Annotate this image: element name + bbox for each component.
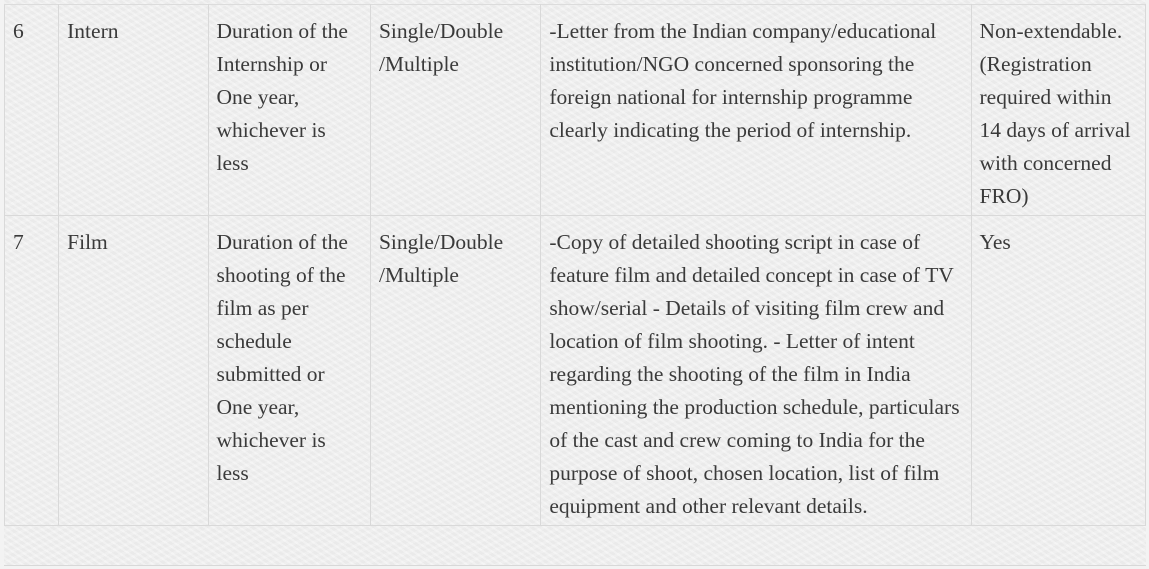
row-number-cell: 7: [5, 216, 59, 526]
duration-cell: Duration of the Internship or One year, whichever is less: [208, 5, 370, 216]
entries-cell: Single/Double /Multiple: [370, 216, 540, 526]
duration-cell: Duration of the shooting of the film as per schedule submitted or One year, whichever is less: [208, 216, 370, 526]
extendable-cell: Yes: [971, 216, 1145, 526]
table-row: [5, 5, 1146, 216]
visa-category-cell: Film: [59, 216, 208, 526]
extendable-cell: Non-extendable. (Registration required within 14 days of arrival with concerned FRO): [971, 5, 1145, 216]
visa-category-table: [4, 4, 1146, 526]
documents-cell: -Copy of detailed shooting script in case of feature film and detailed concept in case of TV show/serial - Details of visiting film crew and location of film shooting. - Letter of intent regarding the shooting of the film in India mentioning the production schedule, particulars of the cast and crew coming to India for the purpose of shoot, chosen location, list of film equipment and other relevant details.: [541, 216, 971, 526]
visa-category-table-section: [4, 0, 1146, 566]
documents-cell: -Letter from the Indian company/educational institution/NGO concerned sponsoring the foreign national for internship programme clearly indicating the period of internship.: [541, 5, 971, 216]
row-number-cell: 6: [5, 5, 59, 216]
visa-category-cell: Intern: [59, 5, 208, 216]
table-row: [5, 216, 1146, 526]
entries-cell: Single/Double /Multiple: [370, 5, 540, 216]
